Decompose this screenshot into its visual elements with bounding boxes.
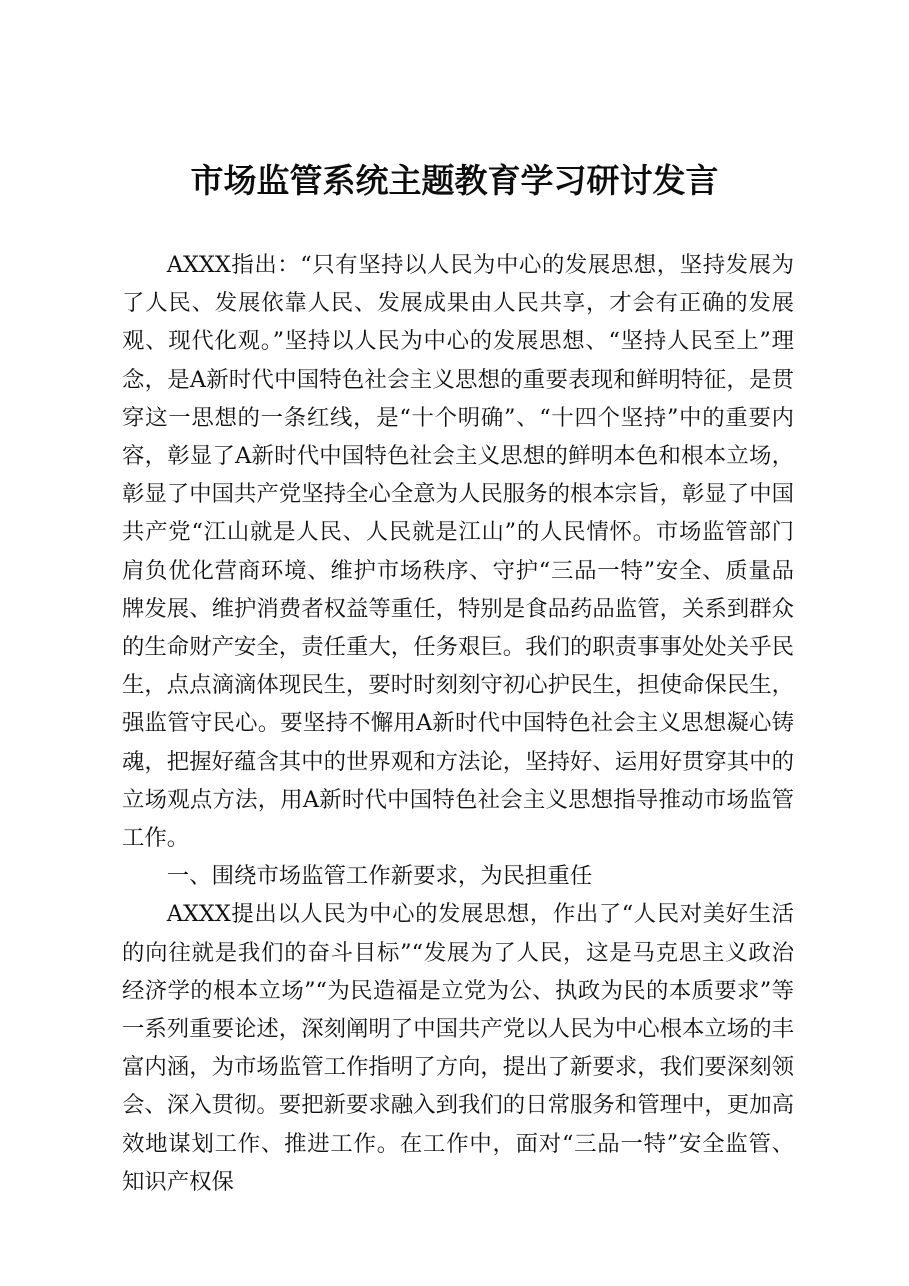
document-title: 市场监管系统主题教育学习研讨发言	[190, 161, 719, 200]
intro-paragraph: AXXX指出：“只有坚持以人民为中心的发展思想，坚持发展为了人民、发展依靠人民、发展成果由人民共享，才会有正确的发展观、现代化观。”坚持以人民为中心的发展思想、“坚持人民至上”理念，是A新时代中国特色社会主义思想的重要表现和鲜明特征，是贯穿这一思想的一条红线，是“十个明确”、“十四个坚持”中的重要内容，彰显了A新时代中国特色社会主义思想的鲜明本色和根本立场，彰显了中国共产党坚持全心全意为人民服务的根本宗旨，彰显了中国共产党“江山就是人民、人民就是江山”的人民情怀。市场监管部门肩负优化营商环境、维护市场秩序、守护“三品一特”安全、质量品牌发展、维护消费者权益等重任，特别是食品药品监管，关系到群众的生命财产安全，责任重大，任务艰巨。我们的职责事事处处关乎民生，点点滴滴体现民生，要时时刻刻守初心护民生，担使命保民生，强监管守民心。要坚持不懈用A新时代中国特色社会主义思想凝心铸魂，把握好蕴含其中的世界观和方法论，坚持好、运用好贯穿其中的立场观点方法，用A新时代中国特色社会主义思想指导推动市场监管工作。	[122, 252, 794, 852]
section-paragraph: AXXX提出以人民为中心的发展思想，作出了“人民对美好生活的向往就是我们的奋斗目标”“发展为了人民，这是马克思主义政治经济学的根本立场”“为民造福是立党为公、执政为民的本质要求”等一系列重要论述，深刻阐明了中国共产党以人民为中心根本立场的丰富内涵，为市场监管工作指明了方向，提出了新要求，我们要深刻领会、深入贯彻。要把新要求融入到我们的日常服务和管理中，更加高效地谋划工作、推进工作。在工作中，面对“三品一特”安全监管、知识产权保	[122, 901, 794, 1195]
document-body	[122, 246, 794, 1201]
section-heading: 一、围绕市场监管工作新要求，为民担重任	[166, 863, 593, 890]
